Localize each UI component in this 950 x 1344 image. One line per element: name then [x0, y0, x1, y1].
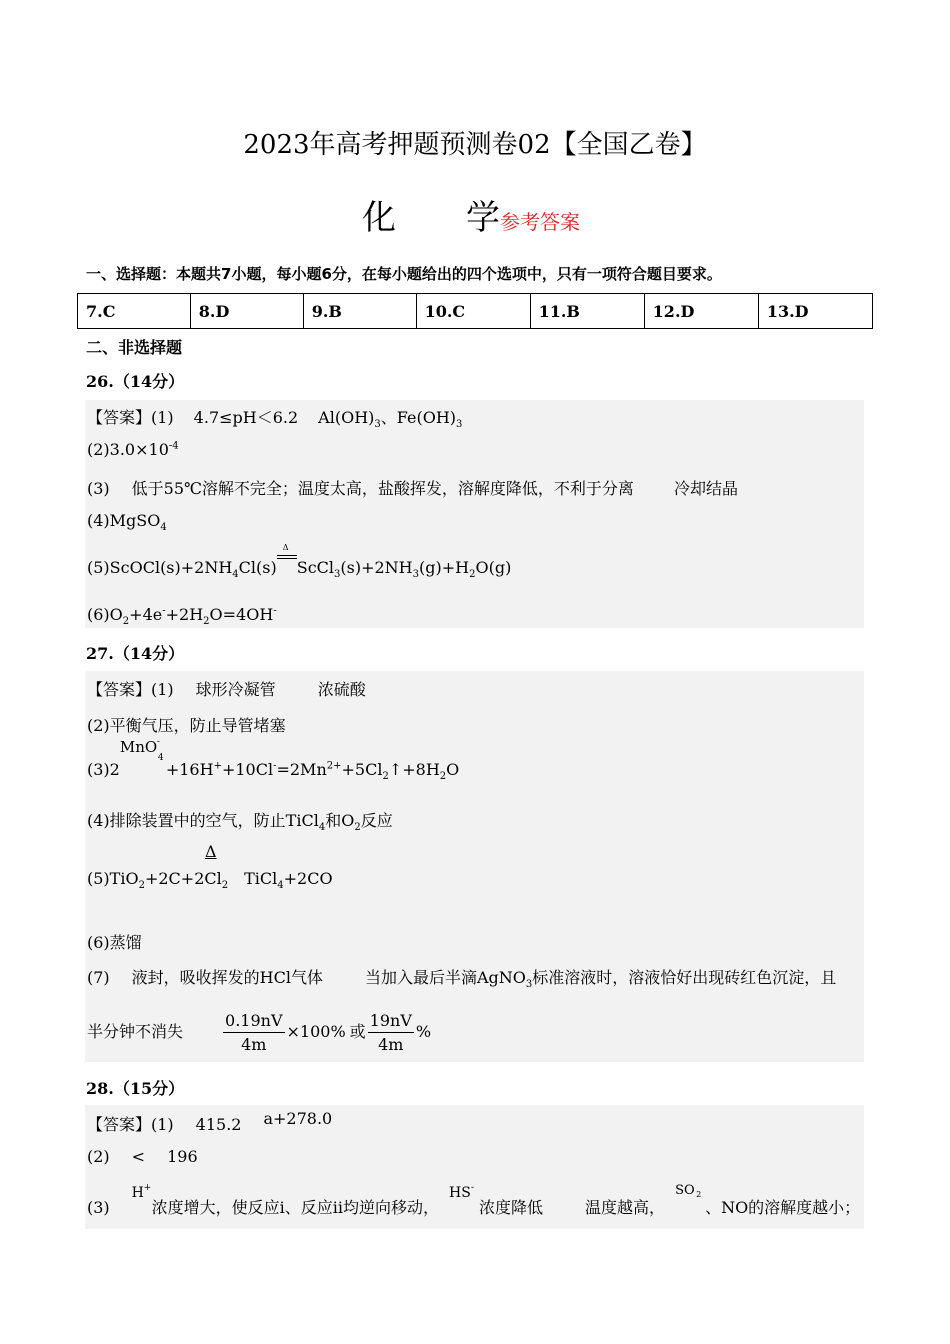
text: =2Mn: [276, 760, 327, 779]
text: 当加入最后半滴AgNO: [365, 968, 526, 987]
answer-key-tag: 参考答案: [500, 210, 580, 234]
text: 冷却结晶: [673, 479, 738, 498]
text: 浓度降低: [479, 1198, 544, 1217]
subscript: 3: [456, 419, 463, 431]
text: (2): [87, 1147, 110, 1166]
text: (4)排除装置中的空气，防止TiCl: [87, 811, 319, 830]
subscript: 2: [138, 880, 145, 892]
text: (s)+2NH: [340, 558, 413, 577]
q27-line-2: (2)平衡气压，防止导管堵塞: [87, 716, 286, 735]
answer-cell: 11.B: [530, 294, 644, 329]
answer-cell: 7.C: [78, 294, 191, 329]
numerator: 0.19nV: [223, 1011, 284, 1033]
subscript: 4: [157, 753, 164, 763]
text: (g)+H: [419, 558, 470, 577]
text: (5)ScOCl(s)+2NH: [87, 558, 233, 577]
text: (6)O: [87, 605, 123, 624]
text: 和O: [325, 811, 355, 830]
answer-label: 【答案】(1): [87, 408, 174, 427]
text: ×100%: [286, 1022, 346, 1041]
text: O(g): [475, 558, 512, 577]
subscript: 3: [412, 569, 419, 581]
superscript: -: [471, 1183, 475, 1193]
sulfur-dioxide: [675, 1183, 705, 1213]
q27-line-5: [87, 869, 333, 891]
q26-line-6: [87, 605, 277, 627]
q27-line-5-delta: [205, 842, 217, 861]
answer-cell: 8.D: [190, 294, 303, 329]
hydrogen-ion: [131, 1183, 152, 1213]
answer-cell: 13.D: [758, 294, 872, 329]
text: 球形冷凝管: [195, 680, 276, 699]
q26-heading: 26.（14分）: [86, 372, 185, 391]
text: O=4OH: [209, 605, 274, 624]
numerator: 19nV: [368, 1011, 414, 1033]
q26-answer-box: [85, 400, 864, 628]
q26-line-2: [87, 440, 179, 459]
text: (3)2: [87, 760, 120, 779]
answer-table: [77, 293, 873, 329]
subscript: 2: [696, 1190, 702, 1199]
text: Cl(s): [238, 558, 277, 577]
superscript: 2+: [326, 760, 342, 772]
q27-heading: 27.（14分）: [86, 644, 185, 663]
text: 、Fe(OH): [380, 408, 457, 427]
q28-line-3: [87, 1183, 861, 1218]
text: (4)MgSO: [87, 511, 161, 530]
subscript: 2: [122, 616, 130, 628]
text: +2H: [165, 605, 204, 624]
q28-line-2: [87, 1147, 198, 1166]
q27-line-6: (6)蒸馏: [87, 933, 142, 952]
subscript: 4: [318, 822, 326, 834]
text: 浓度增大，使反应i、反应ii均逆向移动，: [151, 1198, 440, 1217]
denominator: 4m: [378, 1035, 404, 1054]
ion-formula: MnO: [119, 738, 158, 756]
q27-line-8: [87, 1011, 431, 1054]
text: +2C+2Cl: [144, 869, 222, 888]
answer-cell: 12.D: [644, 294, 758, 329]
text: (3): [87, 479, 110, 498]
subscript: 3: [525, 979, 533, 991]
ion-formula: H: [131, 1185, 144, 1201]
superscript: +: [213, 760, 222, 772]
subscript: 4: [160, 522, 167, 534]
text: ↑+8H: [388, 760, 440, 779]
subject-char-1: 化: [362, 198, 396, 238]
q27-line-7: [87, 965, 836, 990]
superscript: -: [162, 605, 166, 617]
subscript: 2: [469, 569, 476, 581]
ion-formula: SO: [675, 1183, 695, 1198]
text: ScCl: [296, 558, 335, 577]
subscript: 2: [203, 616, 210, 628]
q26-line-1: [87, 405, 462, 430]
superscript: -4: [168, 440, 179, 452]
text: 415.2: [195, 1115, 242, 1134]
text: +10Cl: [221, 760, 274, 779]
text: 、NO的溶解度越小；: [705, 1198, 861, 1217]
text: 液封，吸收挥发的HCl气体: [131, 968, 323, 987]
superscript: -: [273, 605, 277, 617]
q26-line-5: [87, 543, 512, 581]
q28-heading: 28.（15分）: [86, 1079, 185, 1098]
subscript: 2: [439, 771, 447, 783]
heat-equals-sign: [277, 543, 297, 573]
text: 196: [167, 1147, 198, 1166]
superscript: -: [156, 737, 160, 747]
subscript: 2: [354, 822, 361, 834]
answer-cell: 9.B: [303, 294, 416, 329]
subscript: 3: [374, 419, 381, 431]
fraction-1: [223, 1011, 284, 1054]
text: TiCl: [244, 869, 278, 888]
subject-heading: [362, 190, 580, 239]
permanganate-ion: [119, 737, 166, 775]
delta-symbol: Δ: [205, 842, 217, 861]
superscript: -: [273, 760, 277, 772]
text: 浓硫酸: [317, 680, 366, 699]
subscript: 4: [277, 880, 284, 892]
denominator: 4m: [241, 1035, 267, 1054]
text: 4.7≤pH＜6.2: [193, 408, 299, 427]
section2-heading: 二、非选择题: [86, 338, 183, 357]
text: a+278.0: [263, 1109, 333, 1128]
text: Al(OH): [318, 408, 375, 427]
text: +16H: [165, 760, 214, 779]
q27-line-4: [87, 808, 393, 833]
text: 或: [349, 1022, 366, 1041]
text: +5Cl: [341, 760, 383, 779]
text: (5)TiO: [87, 869, 139, 888]
text: O: [446, 760, 460, 779]
q27-line-1: [87, 677, 366, 700]
subscript: 2: [382, 771, 389, 783]
superscript: +: [143, 1183, 152, 1193]
answer-label: 【答案】(1): [87, 1115, 174, 1134]
page-title: 2023年高考押题预测卷02【全国乙卷】: [243, 130, 707, 160]
text: 半分钟不消失: [87, 1022, 184, 1041]
text: (3): [87, 1198, 110, 1217]
q26-line-4: [87, 511, 167, 533]
subscript: 3: [334, 569, 341, 581]
text: +2CO: [283, 869, 333, 888]
text: 温度越高，: [585, 1198, 666, 1217]
section1-heading: 一、选择题：本题共7小题，每小题6分，在每小题给出的四个选项中，只有一项符合题目要求。: [86, 265, 722, 283]
hydrosulfide-ion: [449, 1183, 479, 1213]
text: 低于55℃溶解不完全；温度太高，盐酸挥发，溶解度降低，不利于分离: [131, 479, 634, 498]
text: %: [415, 1022, 432, 1041]
ion-formula: HS: [449, 1185, 471, 1201]
text: 反应: [360, 811, 393, 830]
text: (2)3.0×10: [87, 440, 169, 459]
text: 标准溶液时，溶液恰好出现砖红色沉淀，且: [532, 968, 837, 987]
text: (7): [87, 968, 110, 987]
q27-line-3: [87, 737, 460, 783]
answer-label: 【答案】(1): [87, 680, 174, 699]
text: +4e: [129, 605, 163, 624]
subscript: 4: [232, 569, 239, 581]
q26-line-3: [87, 476, 738, 499]
subscript: 2: [221, 880, 229, 892]
q28-line-1: [87, 1109, 333, 1135]
subject-char-2: 学: [466, 198, 500, 238]
fraction-2: [368, 1011, 414, 1054]
table-row: [78, 294, 873, 329]
delta-symbol: Δ: [282, 543, 289, 552]
text: <: [131, 1147, 146, 1166]
answer-cell: 10.C: [416, 294, 530, 329]
